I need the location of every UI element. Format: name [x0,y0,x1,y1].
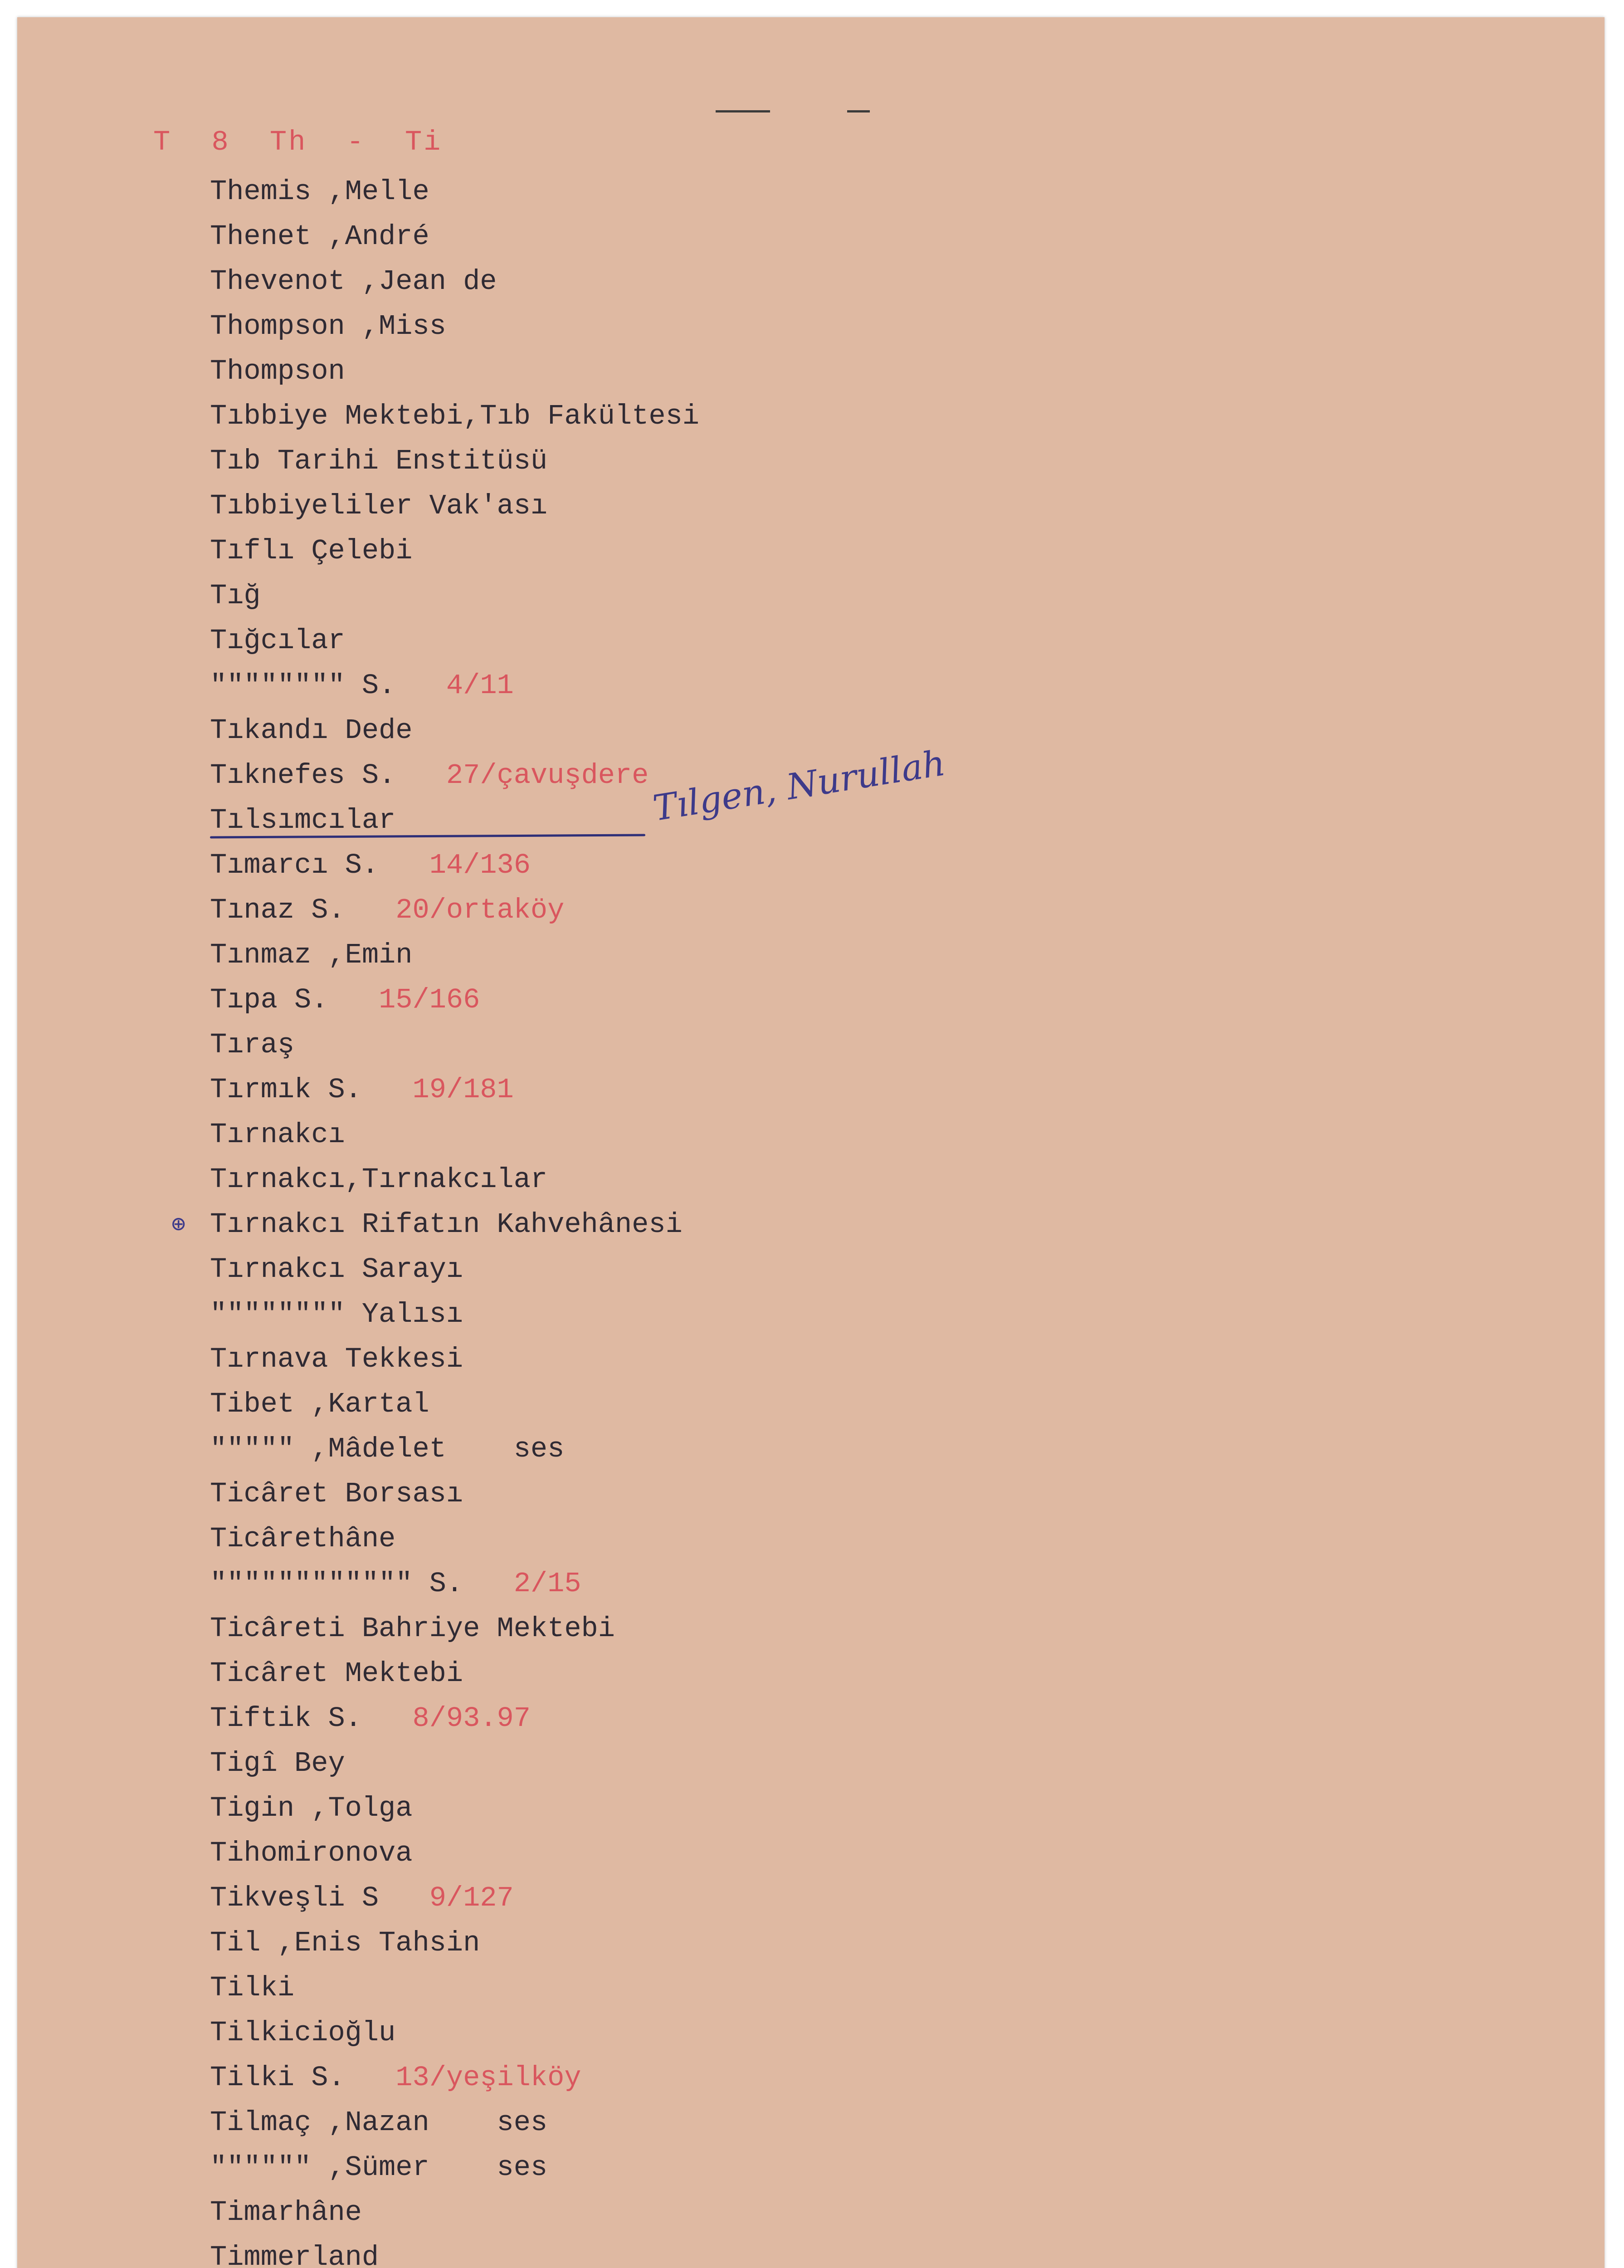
header-letter: T [153,126,172,158]
entry-ses-note: ses [497,2107,548,2139]
entry-name: Tihomironova [210,1837,413,1869]
entry-name: Tilki S. [210,2062,345,2094]
entry-name: Tığ [210,580,261,612]
entry-name: Ticâret Mektebi [210,1657,463,1690]
list-item [210,528,1208,573]
top-dash-mark [716,110,770,112]
entry-name: Tınmaz ,Emin [210,939,413,971]
entry-reference: 4/11 [446,670,514,702]
entry-name: Tibet ,Kartal [210,1388,429,1420]
list-item [210,1561,1208,1606]
entry-name: Ticârethâne [210,1523,396,1555]
entry-name: Tıraş [210,1029,295,1061]
entry-reference: 19/181 [412,1074,514,1106]
entry-reference: 9/127 [429,1882,514,1914]
list-item [210,169,1208,214]
header-range-from: Th [269,126,307,158]
entry-name: Tiftik S. [210,1702,362,1735]
entry-ses-note: ses [513,1433,565,1465]
entry-reference: 8/93.97 [412,1702,531,1735]
entry-name: Ticâret Borsası [210,1478,463,1510]
list-item [210,349,1208,394]
list-item [210,2235,1208,2268]
list-item [210,1337,1208,1382]
top-dash-mark [847,110,870,112]
entry-name: Til ,Enis Tahsin [210,1927,480,1959]
entry-name: Tırnakcı Sarayı [210,1253,463,1286]
entry-name: """""""" Yalısı [210,1298,463,1330]
list-item [210,1022,1208,1067]
list-item [210,2055,1208,2100]
index-card-sheet [17,17,1604,2268]
entry-name: Tırnava Tekkesi [210,1343,463,1375]
entry-name: Thevenot ,Jean de [210,265,497,298]
list-item [210,1696,1208,1741]
entry-reference: 15/166 [379,984,480,1016]
list-item [210,439,1208,484]
list-item [210,2100,1208,2145]
list-item [210,1965,1208,2010]
entry-name: Thompson [210,355,345,387]
entry-name: Tılsımcılar [210,804,396,836]
list-item [210,1427,1208,1471]
entry-name: Tıbbiyeliler Vak'ası [210,490,548,522]
list-item [210,1202,1208,1247]
list-item [210,1516,1208,1561]
entry-name: Tırnakcı Rifatın Kahvehânesi [210,1208,683,1241]
list-item [210,394,1208,439]
list-item [210,618,1208,663]
entry-name: Tıknefes S. [210,759,396,792]
list-item [210,1112,1208,1157]
entry-name: Tilmaç ,Nazan [210,2107,429,2139]
list-item [210,2190,1208,2235]
header-separator: - [346,126,366,158]
list-item [210,708,1208,753]
list-item [210,1921,1208,1965]
list-item [210,304,1208,349]
entry-name: Tıkandı Dede [210,714,413,747]
list-item [210,1876,1208,1921]
list-item [210,1651,1208,1696]
list-item [210,484,1208,528]
entry-reference: 13/yeşilköy [395,2062,581,2094]
entry-reference: 2/15 [513,1568,581,1600]
entry-reference: 27/çavuşdere [446,759,649,792]
list-item [210,1292,1208,1337]
entry-name: """""""""""" S. [210,1568,463,1600]
list-item [210,1786,1208,1831]
handwritten-note: Tılgen, Nurullah [650,743,948,829]
entry-name: Thompson ,Miss [210,310,446,342]
entry-name: Tilkicioğlu [210,2017,396,2049]
entry-name: Themis ,Melle [210,176,429,208]
list-item [210,1831,1208,1876]
entry-ses-note: ses [497,2151,548,2184]
entry-name: Tıb Tarihi Enstitüsü [210,445,548,477]
entry-name: Tikveşli S [210,1882,379,1914]
entry-name: Tıflı Çelebi [210,535,413,567]
list-item [210,1606,1208,1651]
list-item [210,2145,1208,2190]
entry-name: Tımarcı S. [210,849,379,881]
entry-name: Tırnakcı,Tırnakcılar [210,1163,548,1196]
list-item [210,978,1208,1022]
entry-name: Timarhâne [210,2196,362,2229]
entry-name: Tıpa S. [210,984,328,1016]
list-item [210,1471,1208,1516]
header-number: 8 [211,126,230,158]
list-item [210,843,1208,888]
list-item [210,1741,1208,1786]
list-item [210,573,1208,618]
margin-mark-icon: ⊕ [171,1212,186,1239]
entry-reference: 20/ortaköy [395,894,565,926]
entry-name: """""" ,Sümer [210,2151,429,2184]
list-item [210,1382,1208,1427]
entry-name: Tigin ,Tolga [210,1792,413,1824]
list-item [210,663,1208,708]
entry-name: Tırnakcı [210,1119,345,1151]
entry-name: Tilki [210,1972,295,2004]
entry-reference: 14/136 [429,849,531,881]
entry-name: Tırmık S. [210,1074,362,1106]
entry-name: Tınaz S. [210,894,345,926]
list-item [210,259,1208,304]
entry-name: Tigî Bey [210,1747,345,1779]
list-item [210,1247,1208,1292]
list-item [210,214,1208,259]
entry-name: Ticâreti Bahriye Mektebi [210,1613,615,1645]
entry-name: Tıbbiye Mektebi,Tıb Fakültesi [210,400,699,432]
entry-name: """""""" S. [210,670,396,702]
list-item [210,1157,1208,1202]
list-item [210,933,1208,978]
card-header [153,126,463,158]
header-range-to: Ti [405,126,443,158]
entry-name: Timmerland [210,2241,379,2268]
entry-name: Thenet ,André [210,220,429,253]
entry-name: """"" ,Mâdelet [210,1433,446,1465]
list-item [210,2010,1208,2055]
list-item [210,1067,1208,1112]
list-item [210,888,1208,933]
entry-name: Tığcılar [210,625,345,657]
